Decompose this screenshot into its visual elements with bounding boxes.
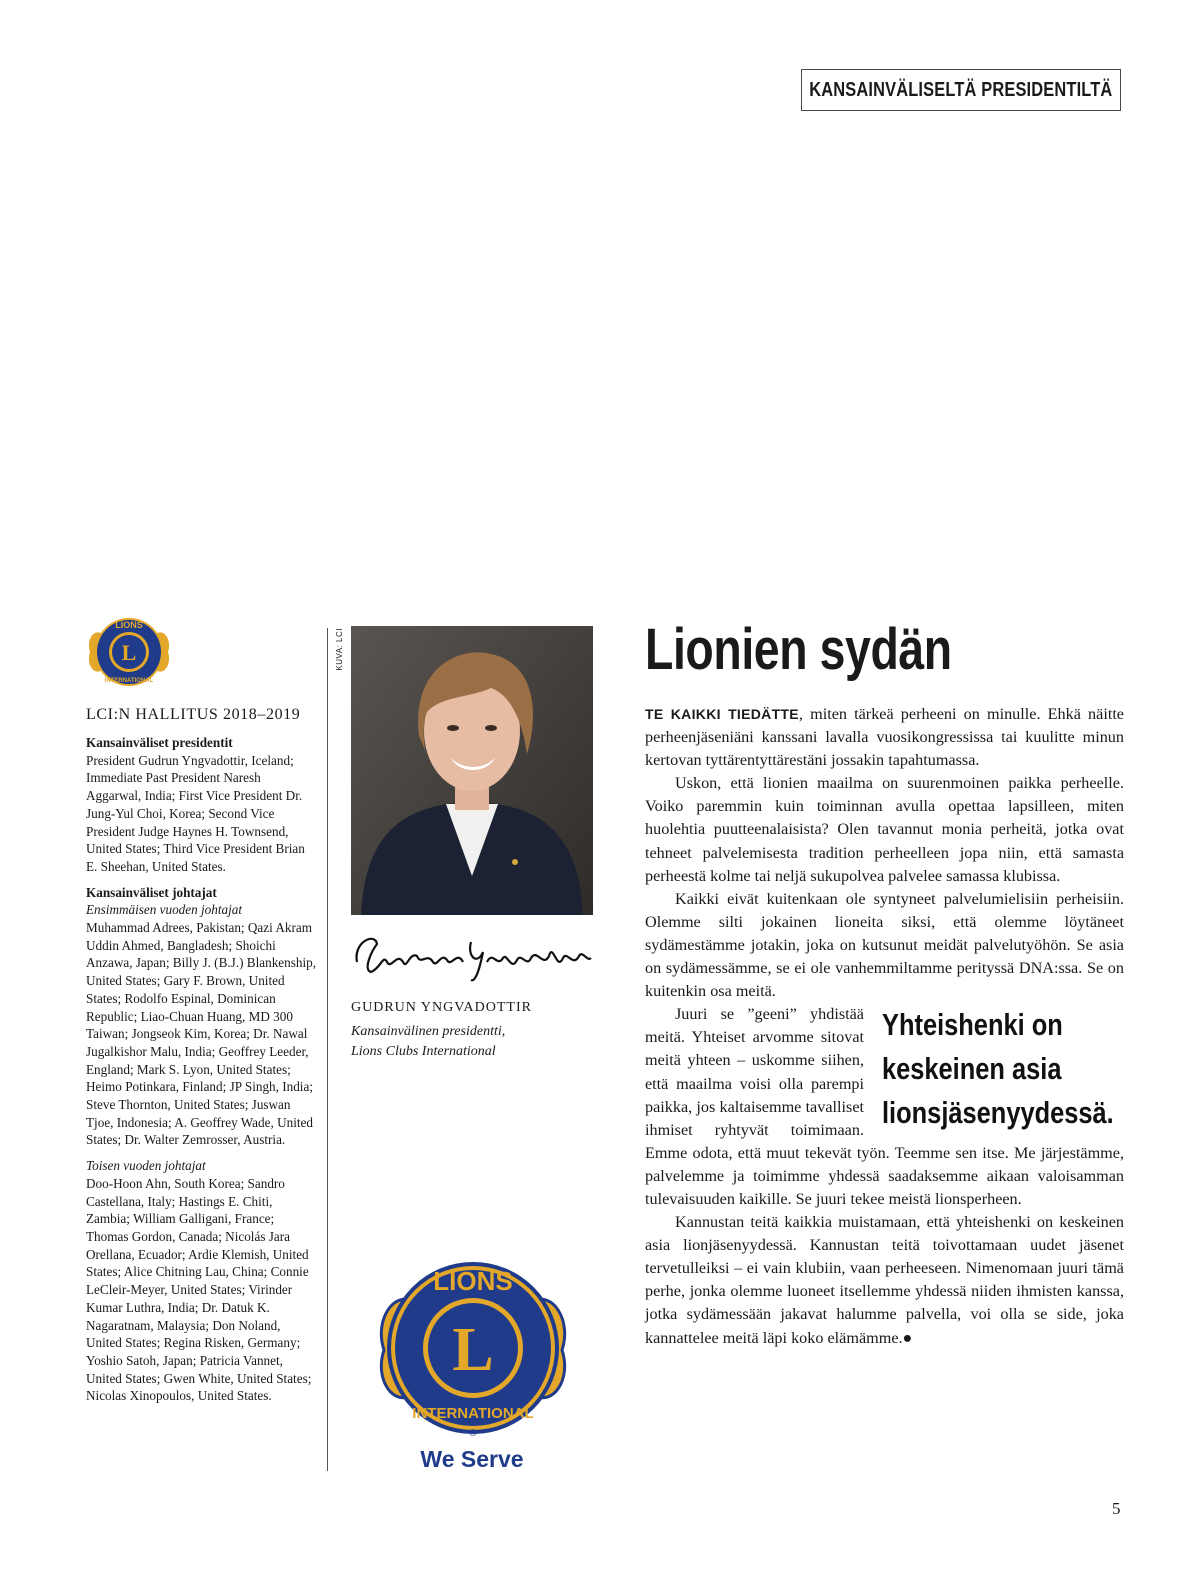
logo-letter: L xyxy=(121,640,137,665)
board-title: LCI:N HALLITUS 2018–2019 xyxy=(86,706,301,723)
logo-text-bottom: INTERNATIONAL xyxy=(104,678,154,684)
large-logo-text-top: LIONS xyxy=(433,1266,513,1296)
president-name: GUDRUN YNGVADOTTIR xyxy=(351,1000,532,1015)
presidents-text: President Gudrun Yngvadottir, Iceland; Immediate Past President Naresh Aggarwal, India; First Vice President Dr. Jung-Yul Choi, Korea; Second Vice President Judge Haynes H. Townsend, United States; Third Vice President Brian E. Sheehan, United States. xyxy=(86,752,305,874)
lead-in: TE KAIKKI TIEDÄTTE xyxy=(645,706,799,722)
first-year-text: Muhammad Adrees, Pakistan; Qazi Akram Uddin Ahmed, Bangladesh; Shoichi Anzawa, Japan; Billy J. (B.J.) Blankenship, United States; Gary F. Brown, United States; Rodolfo Espinal, Dominican Republic; Liao-Chuan Huang, MD 300 Taiwan; Jongseok Kim, Korea; Dr. Nawal Jugalkishor Malu, India; Geoffrey Leeder, England; Mark S. Lyon, United States; Heimo Potinkara, Finland; JP Singh, India; Steve Thornton, United States; Juswan Tjoe, Indonesia; A. Geoffrey Wade, United States; Dr. Walter Zemrosser, Austria. xyxy=(86,920,317,1148)
large-logo-text-bottom: INTERNATIONAL xyxy=(412,1405,534,1422)
paragraph-4: Juuri se ”geeni” yhdistää meitä. Yhteiset arvomme sitovat meitä yhteen – uskomme siihen, että maailma voisi olla parempi paikka, jos kaltaisemme tavalliset ihmiset ryhtyvät toimimaan. Emme odota, että muut tekevät työn. Teemme sen itse. Me järjestämme, palvelemme ja toimimme yhdessä saadaksemme aikaan valoisamman tulevaisuuden kaikille. Se juuri tekee meistä lionsperheen. xyxy=(645,1005,1124,1208)
board-members xyxy=(86,734,318,1413)
lions-logo-large xyxy=(370,1250,576,1445)
paragraph-1: TE KAIKKI TIEDÄTTE, miten tärkeä perheeni on minulle. Ehkä näitte perheenjäseniäni kanssani lavalla vuosikongressissa tai kuulitte minun kertovan tyttärentyttärestäni jossakin tapahtumassa. xyxy=(645,705,1124,770)
directors-heading: Kansainväliset johtajat xyxy=(86,884,217,900)
second-year-text: Doo-Hoon Ahn, South Korea; Sandro Castellana, Italy; Hastings E. Chiti, Zambia; William Galligani, France; Thomas Gordon, Canada; Nicolás Jara Orellana, Ecuador; Ardie Klemish, United States; Alice Chitning Lau, China; Connie LeCleir-Meyer, United States; Virinder Kumar Luthra, India; Dr. Datuk K. Nagaratnam, Malaysia; Don Noland, United States; Regina Risken, Germany; Yoshio Satoh, Japan; Patricia Vannet, United States; Gwen White, United States; Nicolas Xinopoulos, United States. xyxy=(86,1175,312,1404)
portrait-photo xyxy=(351,626,593,915)
paragraph-3: Kaikki eivät kuitenkaan ole syntyneet palvelumielisiin perheisiin. Olemme silti jokainen lioneita siksi, että olemme löytäneet sydämestämme jotakin, joka on kutsunut meidät palvelutyöhön. Se asia on sydämessämme, se ei ole vanhemmiltamme perityssä DNA:ssa. Se on kuitenkin osa meitä. xyxy=(645,889,1124,1001)
registered-mark: ® xyxy=(469,1428,477,1439)
logo-text-top: LIONS xyxy=(115,620,143,630)
first-year-heading: Ensimmäisen vuoden johtajat xyxy=(86,902,243,918)
article-headline: Lionien sydän xyxy=(645,617,952,682)
lions-logo-small xyxy=(84,612,174,692)
paragraph-5: Kannustan teitä kaikkia muistamaan, että yhteishenki on keskeinen asia lionjäsenyydessä. Kannustan teitä toivottamaan uudet jäsenet tervetulleiksi – ei vain klubiin, vaan perheeseen. Nimenomaan juuri tämä perhe, jonka olemme luoneet itsellemme yhdessä niiden ihmisten kanssa, jotka sydämessään jakavat halumme palvella, voi olla se side, joka kannattelee meitä läpi koko elämämme.● xyxy=(645,1213,1124,1347)
president-title xyxy=(351,1022,505,1062)
pull-quote: Yhteishenki on keskeinen asia lionsjäsenyydessä. xyxy=(882,1007,1114,1131)
large-logo-letter: L xyxy=(452,1316,494,1384)
page-number: 5 xyxy=(1112,1499,1121,1518)
paragraph-2: Uskon, että lionien maailma on suurenmoinen paikka perheelle. Voiko paremmin kuin toiminnan avulla opettaa lapsilleen, miten huolehtia puutteenalaisista? Olen tavannut monia perheitä, jotka ovat tehneet palvelemisesta tradition perheelleen jopa niin, että samasta perheestä kolme tai neljä sukupolvea palvelee samassa klubissa. xyxy=(645,774,1124,885)
president-title-line2: Lions Clubs International xyxy=(351,1044,496,1059)
signature xyxy=(347,922,597,984)
president-title-line1: Kansainvälinen presidentti, xyxy=(351,1024,506,1039)
we-serve-tagline: We Serve xyxy=(420,1446,524,1472)
second-year-heading: Toisen vuoden johtajat xyxy=(86,1158,206,1174)
article-body xyxy=(645,703,1124,1350)
photo-credit: KUVA: LCI xyxy=(335,628,344,671)
section-label: KANSAINVÄLISELTÄ PRESIDENTILTÄ xyxy=(801,69,1121,111)
presidents-heading: Kansainväliset presidentit xyxy=(86,735,233,750)
column-divider xyxy=(327,628,328,1471)
